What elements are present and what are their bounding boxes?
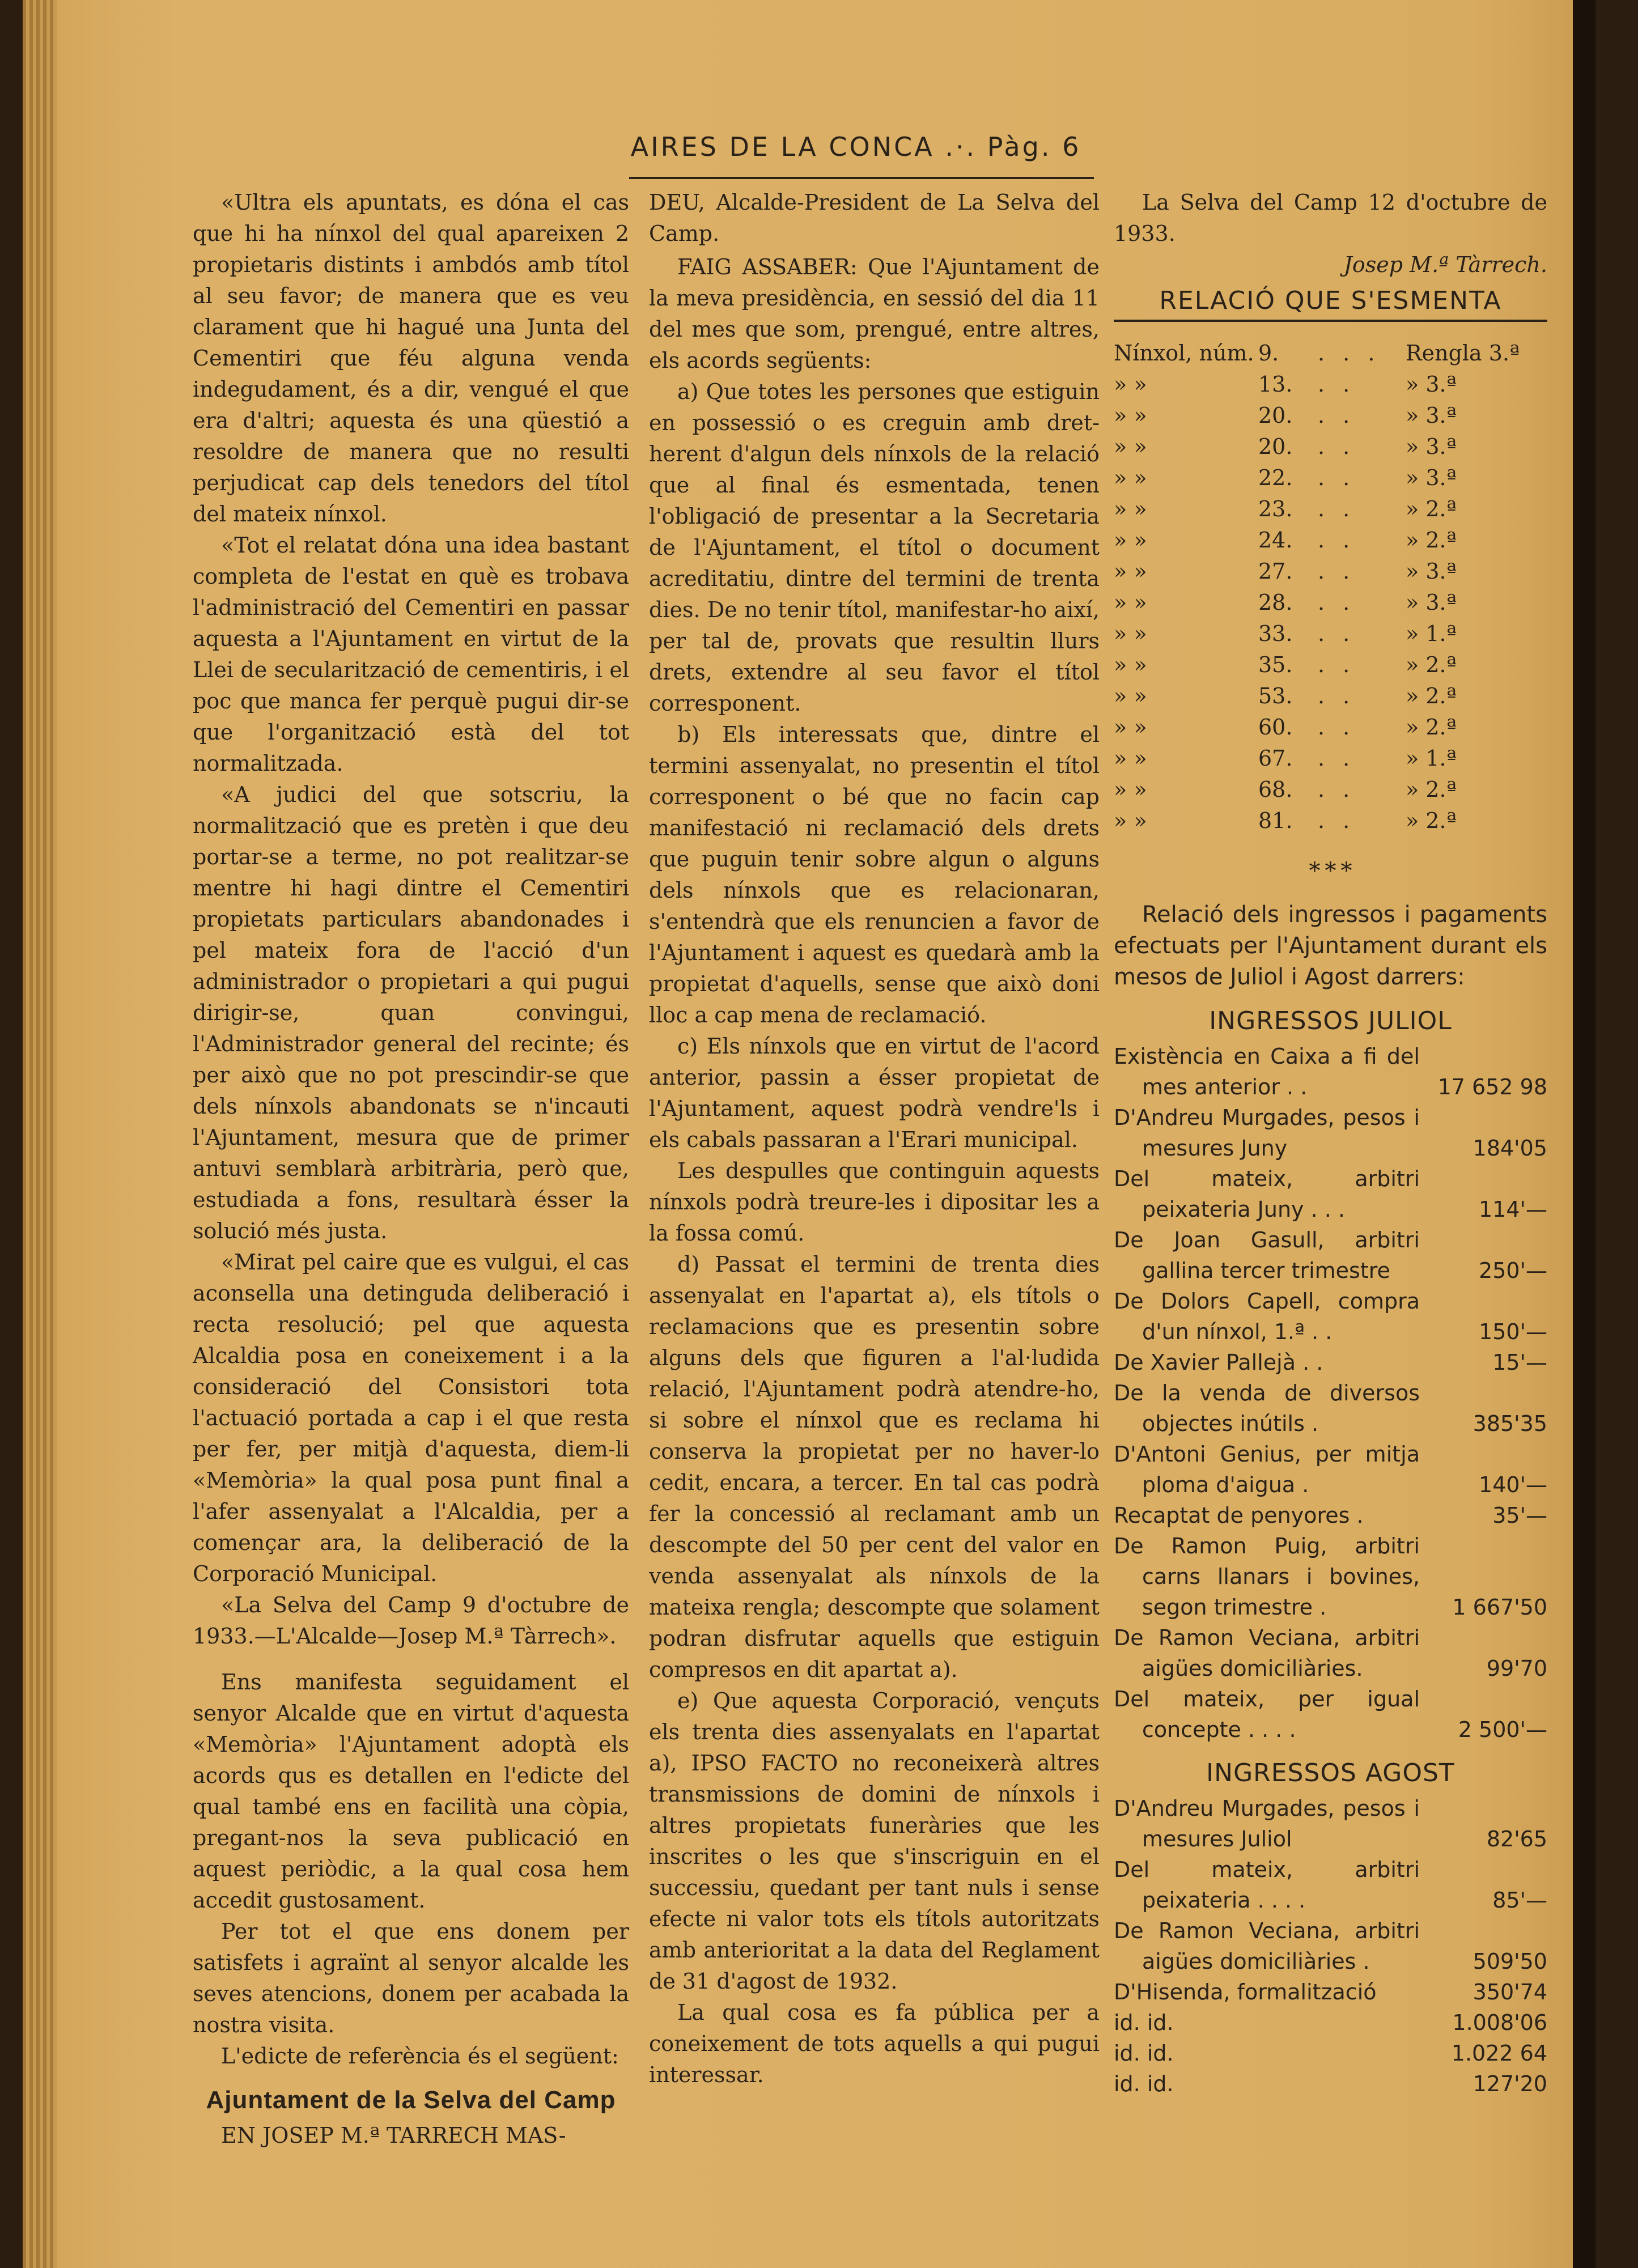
niche-row	[1114, 494, 1547, 525]
income-label: De Ramon Puig, arbitri carns llanars i bovines, segon trimestre .	[1114, 1534, 1420, 1620]
niche-row	[1114, 462, 1547, 494]
income-label: id. id.	[1114, 2041, 1174, 2066]
niche-cell-dots: . .	[1318, 590, 1356, 615]
niche-cell-dots: . .	[1318, 777, 1356, 802]
income-label: Del mateix, arbitri peixateria Juny . . .	[1114, 1166, 1420, 1222]
niche-cell-r: » 3.ª	[1406, 590, 1457, 615]
niche-row	[1114, 774, 1547, 805]
niche-cell-a: » »	[1114, 496, 1147, 521]
niche-cell-n: 20.	[1258, 403, 1293, 428]
income-row	[1114, 2069, 1547, 2099]
income-row	[1114, 1500, 1547, 1531]
niche-cell-a: » »	[1114, 808, 1147, 833]
edict-item: c) Els nínxols que en virtut de l'acord anterior, passin a ésser propietat de l'Ajuntament, aquest podrà vendre'ls i els cabals passaran a l'Erari municipal.	[649, 1034, 1100, 1152]
header-rule	[629, 177, 1094, 179]
paragraph: DEU, Alcalde-President de La Selva del Camp.	[649, 190, 1100, 246]
column-left	[193, 187, 629, 2151]
niche-cell-r: » 2.ª	[1406, 715, 1457, 740]
niche-cell-dots: . .	[1318, 559, 1356, 584]
income-row	[1114, 1225, 1547, 1286]
paragraph: «Tot el relatat dóna una idea bastant completa de l'estat en què es trobava l'administració del Cementiri en passar aquesta a l'Ajuntament en virtut de la Llei de secularització de cementiris, i el poc que manca fer perquè pugui dir-se que l'organització està del tot normalitzada.	[193, 533, 629, 776]
niche-cell-dots: . .	[1318, 372, 1356, 397]
income-row	[1114, 2007, 1547, 2038]
income-label: Del mateix, arbitri peixateria . . . .	[1114, 1857, 1420, 1913]
niche-row	[1114, 587, 1547, 618]
niche-cell-dots: . .	[1318, 621, 1356, 646]
income-amount: 385'35	[1472, 1411, 1547, 1436]
income-amount: 1.022 64	[1451, 2041, 1547, 2066]
income-label: De Ramon Veciana, arbitri aigües domiciliàries .	[1114, 1918, 1420, 1974]
niche-cell-dots: . .	[1318, 652, 1356, 677]
niche-table	[1114, 338, 1547, 836]
income-row	[1114, 1163, 1547, 1225]
income-label: De Ramon Veciana, arbitri aigües domiciliàries.	[1114, 1625, 1420, 1681]
niche-cell-r: » 2.ª	[1406, 652, 1457, 677]
niche-cell-dots: . .	[1318, 808, 1356, 833]
niche-cell-a: » »	[1114, 621, 1147, 646]
income-row	[1114, 2038, 1547, 2069]
august-income-table	[1114, 1793, 1547, 2099]
paragraph: L'edicte de referència és el següent:	[221, 2044, 619, 2069]
niche-cell-n: 27.	[1258, 559, 1293, 584]
niche-cell-a: » »	[1114, 746, 1147, 771]
niche-cell-r: » 2.ª	[1406, 808, 1457, 833]
income-row	[1114, 1439, 1547, 1500]
niche-row	[1114, 525, 1547, 556]
niche-cell-n: 33.	[1258, 621, 1293, 646]
binding-spine	[23, 0, 57, 2268]
niche-cell-r: » 3.ª	[1406, 559, 1457, 584]
income-amount: 250'—	[1479, 1258, 1547, 1283]
income-amount: 15'—	[1492, 1350, 1547, 1375]
niche-cell-n: 53.	[1258, 683, 1293, 708]
income-row	[1114, 1378, 1547, 1439]
paragraph: EN JOSEP M.ª TARRECH MAS-	[221, 2123, 566, 2148]
niche-row	[1114, 338, 1547, 369]
niche-cell-dots: . .	[1318, 528, 1356, 553]
income-amount: 509'50	[1472, 1949, 1547, 1974]
niche-row	[1114, 743, 1547, 774]
income-amount: 85'—	[1492, 1888, 1547, 1913]
niche-cell-dots: . .	[1318, 683, 1356, 708]
income-amount: 82'65	[1486, 1827, 1547, 1851]
income-label: D'Hisenda, formalització	[1114, 1980, 1377, 2004]
income-label: De la venda de diversos objectes inútils .	[1114, 1381, 1420, 1436]
niche-cell-r: » 3.ª	[1406, 372, 1457, 397]
income-amount: 1.008'06	[1452, 2010, 1547, 2035]
niche-cell-r: » 3.ª	[1406, 465, 1457, 490]
niche-cell-a: » »	[1114, 403, 1147, 428]
income-amount: 35'—	[1492, 1503, 1547, 1528]
income-label: D'Andreu Murgades, pesos i mesures Juliol	[1114, 1796, 1420, 1851]
niche-cell-n: 81.	[1258, 808, 1293, 833]
income-row	[1114, 1623, 1547, 1684]
income-amount: 140'—	[1479, 1472, 1547, 1497]
income-row	[1114, 1531, 1547, 1623]
income-row	[1114, 1347, 1547, 1378]
income-row	[1114, 1793, 1547, 1854]
income-label: D'Andreu Murgades, pesos i mesures Juny	[1114, 1105, 1420, 1161]
niche-cell-dots: . .	[1318, 434, 1356, 459]
niche-cell-a: » »	[1114, 434, 1147, 459]
income-label: id. id.	[1114, 2010, 1174, 2035]
separator-stars: * * *	[1309, 858, 1352, 884]
paragraph: «A judici del que sotscriu, la normalització que es pretèn i que deu portar-se a terme, no pot realitzar-se mentre hi hagi dintre el Cementiri propietats particulars abandonades i pel mateix fora de l'acció d'un administrador o propietari a qui pugui dirigir-se, quan convingui, l'Administrador general del recinte; és per això que no pot prescindir-se que dels nínxols abandonats se n'incauti l'Ajuntament, mesura que de primer antuvi semblarà arbitrària, però que, estudiada a fons, resultarà ésser la solució més justa.	[193, 782, 629, 1243]
niche-row	[1114, 400, 1547, 431]
niche-cell-n: 20.	[1258, 434, 1293, 459]
niche-cell-n: 13.	[1258, 372, 1293, 397]
income-label: Recaptat de penyores .	[1114, 1503, 1364, 1528]
niche-cell-a: » »	[1114, 715, 1147, 740]
niche-cell-n: 67.	[1258, 746, 1293, 771]
income-row	[1114, 1916, 1547, 1977]
niche-cell-n: 9.	[1258, 341, 1279, 366]
edict-item: Les despulles que continguin aquests nínxols podrà treure-les i dipositar les a la fossa comú.	[649, 1158, 1100, 1246]
income-amount: 2 500'—	[1458, 1717, 1547, 1742]
income-label: Existència en Caixa a fi del mes anterior . .	[1114, 1044, 1420, 1099]
paragraph: Ens manifesta seguidament el senyor Alcalde que en virtut d'aquesta «Memòria» l'Ajuntament adoptà els acords qus es detallen en l'edicte del qual també ens en facilità una còpia, pregant-nos la seva publicació en aquest periòdic, a la qual cosa hem accedit gustosament.	[193, 1670, 629, 1913]
income-row	[1114, 1854, 1547, 1916]
niche-cell-a: » »	[1114, 652, 1147, 677]
edict-item: a) Que totes les persones que estiguin en possessió o es creguin amb dret-herent d'algun dels nínxols de la relació que al final és esmentada, tenen l'obligació de presentar a la Secretaria de l'Ajuntament, el títol o document acreditatiu, dintre del termini de trenta dies. De no tenir títol, manifestar-ho així, per tal de, provats que resultin llurs drets, extendre al seu favor el títol corresponent.	[649, 379, 1100, 716]
income-label: De Dolors Capell, compra d'un nínxol, 1.ª . .	[1114, 1289, 1420, 1344]
income-row	[1114, 1041, 1547, 1102]
niche-cell-a: » »	[1114, 465, 1147, 490]
paragraph: «Mirat pel caire que es vulgui, el cas aconsella una detinguda deliberació i recta resolució; pel que aquesta Alcaldia posa en coneixement i a la consideració del Consistori tota l'actuació portada a cap i el que resta per fer, per mitjà d'aquesta, diem-li «Memòria» la qual posa punt final a l'afer assenyalat a l'Alcaldia, per a començar ara, la deliberació de la Corporació Municipal.	[193, 1250, 629, 1586]
niche-row	[1114, 805, 1547, 836]
income-amount: 127'20	[1472, 2071, 1547, 2096]
edict-heading: Ajuntament de la Selva del Camp	[206, 2086, 616, 2114]
income-row	[1114, 1977, 1547, 2007]
page-edge-shadow	[1573, 0, 1595, 2268]
niche-cell-a: » »	[1114, 777, 1147, 802]
niche-cell-n: 24.	[1258, 528, 1293, 553]
income-label: De Joan Gasull, arbitri gallina tercer trimestre	[1114, 1228, 1420, 1283]
income-amount: 1 667'50	[1452, 1595, 1547, 1620]
date-line: La Selva del Camp 12 d'octubre de 1933.	[1114, 190, 1547, 246]
niche-cell-dots: . .	[1318, 465, 1356, 490]
niche-cell-dots: . .	[1318, 746, 1356, 771]
paragraph: FAIG ASSABER: Que l'Ajuntament de la meva presidència, en sessió del dia 11 del mes que som, prengué, entre altres, els acords següents:	[649, 254, 1100, 373]
niche-cell-dots: . .	[1318, 715, 1356, 740]
niche-cell-r: » 2.ª	[1406, 528, 1457, 553]
niche-row	[1114, 712, 1547, 743]
accounts-intro: Relació dels ingressos i pagaments efectuats per l'Ajuntament durant els mesos de Juliol i Agost darrers:	[1114, 902, 1547, 990]
niche-cell-a: Nínxol, núm.	[1114, 341, 1254, 366]
july-income-title: INGRESSOS JULIOL	[1209, 1006, 1452, 1035]
income-label: D'Antoni Genius, per mitja ploma d'aigua .	[1114, 1442, 1420, 1497]
niche-cell-r: » 2.ª	[1406, 683, 1457, 708]
niche-cell-n: 35.	[1258, 652, 1293, 677]
niche-cell-n: 68.	[1258, 777, 1293, 802]
niche-cell-dots: . .	[1318, 496, 1356, 521]
paragraph: «Ultra els apuntats, es dóna el cas que hi ha nínxol del qual apareixen 2 propietaris distints i ambdós amb títol al seu favor; de manera que es veu clarament que hi hagué una Junta del Cementiri que féu alguna venda indegudament, és a dir, vengué el que era d'altri; aquesta és una qüestió a resoldre de manera que no resulti perjudicat cap dels tenedors del títol del mateix nínxol.	[193, 190, 629, 526]
niche-cell-dots: . . .	[1318, 341, 1381, 366]
page-header: AIRES DE LA CONCA .·. Pàg. 6	[630, 131, 1081, 162]
income-amount: 184'05	[1472, 1136, 1547, 1161]
paragraph: Per tot el que ens donem per satisfets i agraïnt al senyor alcalde les seves atencions, donem per acabada la nostra visita.	[193, 1919, 629, 2037]
niche-cell-r: » 2.ª	[1406, 777, 1457, 802]
niche-cell-n: 22.	[1258, 465, 1293, 490]
niche-row	[1114, 369, 1547, 400]
income-amount: 99'70	[1486, 1656, 1547, 1681]
niche-cell-r: » 3.ª	[1406, 434, 1457, 459]
column-middle	[649, 187, 1100, 2091]
niche-row	[1114, 649, 1547, 681]
signature: Josep M.ª Tàrrech.	[1343, 252, 1547, 277]
income-amount: 114'—	[1479, 1197, 1547, 1222]
income-amount: 17 652 98	[1437, 1074, 1547, 1099]
income-label: id. id.	[1114, 2071, 1174, 2096]
niche-cell-a: » »	[1114, 683, 1147, 708]
income-row	[1114, 1684, 1547, 1745]
niche-cell-r: » 2.ª	[1406, 496, 1457, 521]
niche-row	[1114, 431, 1547, 462]
column-right	[1114, 187, 1547, 2099]
august-income-title: INGRESSOS AGOST	[1206, 1759, 1455, 1787]
edict-item: La qual cosa es fa pública per a coneixement de tots aquells a qui pugui interessar.	[649, 2000, 1100, 2087]
edict-item: e) Que aquesta Corporació, vençuts els trenta dies assenyalats en l'apartat a), IPSO FACTO no reconeixerà altres transmissions de domini de nínxols i altres propietats funeràries que les inscrites o les que s'inscriguin en el successiu, quedant per tant nuls i sense efecte ni valor tots els títols autoritzats amb anterioritat a la data del Reglament de 31 d'agost de 1932.	[649, 1688, 1100, 1994]
edict-item: d) Passat el termini de trenta dies assenyalat en l'apartat a), els títols o reclamacions que es presentin sobre alguns dels que figuren a l'al·ludida relació, l'Ajuntament podrà atendre-ho, si sobre el nínxol que es reclama hi conserva la propietat per no haver-lo cedit, encara, a tercer. En tal cas podrà fer la concessió al reclamant amb un descompte del 50 per cent del valor en venda assenyalat als nínxols de la mateixa rengla; descompte que solament podran disfrutar aquells que estiguin compresos en dit apartat a).	[649, 1252, 1100, 1682]
niche-cell-n: 23.	[1258, 496, 1293, 521]
niche-cell-a: » »	[1114, 559, 1147, 584]
newspaper-page	[23, 0, 1595, 2268]
niche-row	[1114, 618, 1547, 649]
relation-title: RELACIÓ QUE S'ESMENTA	[1114, 285, 1547, 322]
income-row	[1114, 1286, 1547, 1347]
niche-cell-a: » »	[1114, 372, 1147, 397]
income-row	[1114, 1102, 1547, 1163]
income-label: Del mateix, per igual concepte . . . .	[1114, 1687, 1420, 1742]
niche-cell-dots: . .	[1318, 403, 1356, 428]
niche-row	[1114, 681, 1547, 712]
niche-cell-r: Rengla 3.ª	[1406, 341, 1520, 366]
edict-item: b) Els interessats que, dintre el termini assenyalat, no presentin el títol corresponent o bé que no facin cap manifestació ni reclamació dels drets que puguin tenir sobre algun o alguns dels nínxols que es relacionaran, s'entendrà que els renuncien a favor de l'Ajuntament i aquest es quedarà amb la propietat d'aquells, sense que això doni lloc a cap mena de reclamació.	[649, 722, 1100, 1027]
niche-cell-r: » 1.ª	[1406, 621, 1457, 646]
income-label: De Xavier Pallejà . .	[1114, 1350, 1323, 1375]
niche-cell-n: 60.	[1258, 715, 1293, 740]
july-income-table	[1114, 1041, 1547, 1745]
niche-cell-n: 28.	[1258, 590, 1293, 615]
income-amount: 150'—	[1479, 1319, 1547, 1344]
paragraph: «La Selva del Camp 9 d'octubre de 1933.—L'Alcalde—Josep M.ª Tàrrech».	[193, 1592, 629, 1649]
niche-cell-r: » 1.ª	[1406, 746, 1457, 771]
niche-cell-r: » 3.ª	[1406, 403, 1457, 428]
income-amount: 350'74	[1472, 1980, 1547, 2004]
niche-cell-a: » »	[1114, 528, 1147, 553]
niche-row	[1114, 556, 1547, 587]
niche-cell-a: » »	[1114, 590, 1147, 615]
